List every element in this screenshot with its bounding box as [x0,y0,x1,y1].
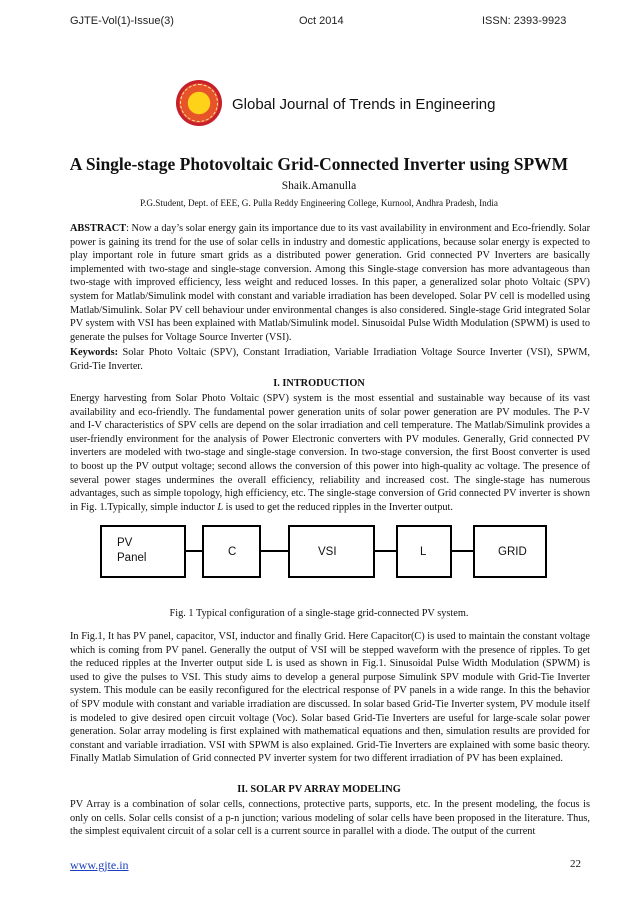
keywords-text: Solar Photo Voltaic (SPV), Constant Irradiation, Variable Irradiation Voltage Source Inverter (VSI), SPWM, Grid-Tie Inverter. [70,347,590,372]
block-label-vsi: VSI [318,546,337,558]
journal-name: Global Journal of Trends in Engineering [232,96,496,113]
header-volume-issue: GJTE-Vol(1)-Issue(3) [70,15,174,27]
block-label-c: C [228,546,237,558]
block-label-pv: PV [117,537,133,549]
abstract-text: : Now a day’s solar energy gain its importance due to its vast availability in environment and Eco-friendly. Solar power is gaining its trend for the use of solar cells in industry and domestic applications, because solar energy is expected to play important role in future smart grids as a distributed power generation. Grid connected PV Inverters are basically implemented with two-stage and single-stage conversion. Among this Single-stage conversion has more advantageous than two-stage with improved efficiency, less weight and reduced losses. In this paper, a generalized solar photo Voltaic (SPV) system for Matlab/Simulink model with constant and variable irradiation has been developed. Solar PV cell is modelled using Matlab/Simulink. Solar PV cell behaviour under environmental changes is also considered. Single-stage Grid integrated Solar PV system with VSI has been explained with Matlab/Simulink model. Sinusoidal Pulse Width Modulation (SPWM) is used to generate the pulses for Voltage Source Inverter (VSI). [70,223,590,343]
header-issn: ISSN: 2393-9923 [482,15,567,27]
page-number: 22 [570,858,581,870]
abstract-label: ABSTRACT [70,223,127,234]
figure-1-block-diagram [99,523,548,585]
figure-1-caption: Fig. 1 Typical configuration of a single-stage grid-connected PV system. [169,608,469,619]
intro-inductor-symbol: L [217,501,224,513]
header-date: Oct 2014 [299,15,344,27]
intro-text-part1: Energy harvesting from Solar Photo Voltaic (SPV) system is the most essential and sustainable way because of its vast availability and eco-friendly. The fundamental power generation units of solar power generation are PV modules. The P-V and I-V characteristics of SPV cells are depend on the solar irradiation and cell temperature. The Matlab/Simulink provides a user-friendly environment for the analysis of Power Electronic converters with PV modules. Generally, Grid connected PV inverters are modeled with two-stage and single-stage conversion. In two-stage conversion, the first Boost converter is used to boost up the PV output voltage; second allows the conversion of this power into high-quality ac voltage. The presence of several power stages undermines the overall efficiency, reliability and increased cost. The single-stage has numerous advantages, such as simple topology, high efficiency, etc. The single-stage conversion of Grid connected PV inverter is shown in Fig. 1.Typically, simple inductor [70,393,590,513]
paper-title: A Single-stage Photovoltaic Grid-Connected Inverter using SPWM [69,154,569,174]
intro-paragraph-1 [70,392,590,514]
paper-author: Shaik.Amanulla [281,180,357,192]
paper-affiliation: P.G.Student, Dept. of EEE, G. Pulla Reddy Engineering College, Kurnool, Andhra Pradesh, India [139,198,498,208]
block-label-l: L [420,546,427,558]
section-heading-introduction: I. INTRODUCTION [273,378,365,389]
keywords-paragraph [70,346,590,373]
journal-logo [176,80,222,126]
block-label-panel: Panel [117,552,147,564]
intro-paragraph-2: In Fig.1, It has PV panel, capacitor, VSI, inductor and finally Grid. Here Capacitor(C) is used to maintain the constant voltage which is coming from PV panel. Generally the output of VSI will be stepped waveform with the presence of ripples. To get the reduced ripples at the Inverter output side L is used as shown in Fig.1. Sinusoidal Pulse Width Modulation (SPWM) is used to give the pulses to VSI. This study aims to develop a general purpose Simulink SPV module with Grid-Tie Inverter system. This module can be easily reconfigured for the electrical response of PV panels in a wide range. In this the behavior of SPV module with constant and variable irradiation are discussed. In solar based Grid-Tie Inverter system, PV module itself is modeled to give desired open circuit voltage (Voc). Solar based Grid-Tie Inverters are useful for large-scale solar power generation. Solar array modeling is first explained with mathematical equations and then, simulation results are provided for constant and variable irradiation. VSI with SPWM is also explained. Grid-Tie Inverters are explained with some basic theory. Finally Matlab Simulation of Grid connected PV inverter system for two different irradiation of PV has been explained. [70,631,590,765]
section-heading-solar-pv: II. SOLAR PV ARRAY MODELING [237,784,401,795]
intro-text-part2: is used to get the reduced ripples in the Inverter output. [223,501,453,513]
block-label-grid: GRID [498,546,527,558]
abstract-paragraph [70,222,590,344]
section2-paragraph-1: PV Array is a combination of solar cells, connections, protective parts, supports, etc. In the present modeling, the focus is only on cells. Solar cells consist of a p-n junction; various modeling of solar cells have been proposed in the literature. Thus, the simplest equivalent circuit of a solar cell is a current source in parallel with a diode. The output of the current [70,799,590,838]
journal-website-link[interactable]: www.gjte.in [70,858,129,872]
keywords-label: Keywords: [70,347,119,358]
